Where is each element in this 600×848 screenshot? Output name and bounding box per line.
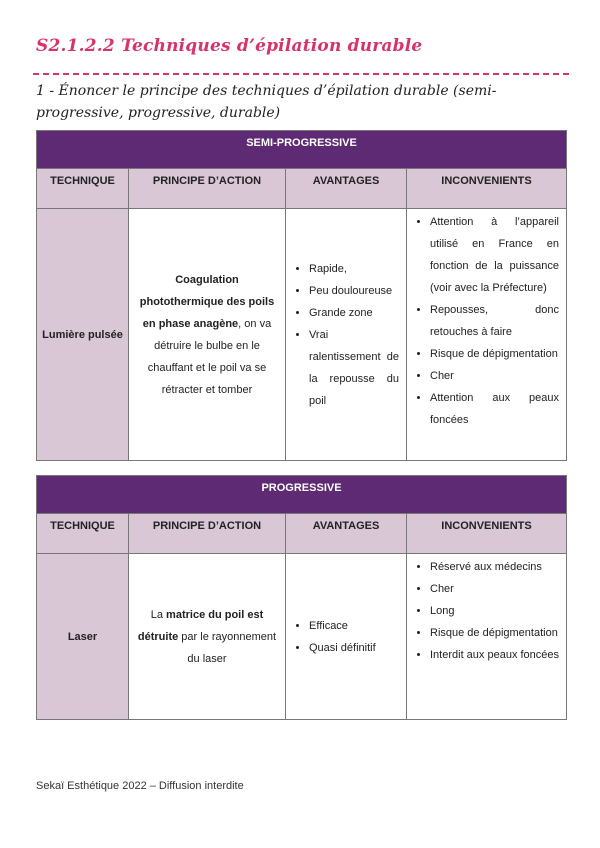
- table-band-title: SEMI-PROGRESSIVE: [37, 131, 567, 169]
- column-header-advantages: AVANTAGES: [286, 169, 407, 209]
- title-divider: [33, 73, 569, 75]
- semi-progressive-table: [36, 130, 567, 461]
- column-header-inconvenients: INCONVENIENTS: [407, 514, 567, 554]
- column-header-advantages: AVANTAGES: [286, 514, 407, 554]
- list-item: • Cher: [430, 365, 559, 387]
- column-header-technique: TECHNIQUE: [37, 169, 129, 209]
- principle-text: , on va détruire le bulbe en le chauffant et le poil va se rétracter et tomber: [147, 317, 272, 396]
- table-band-title: PROGRESSIVE: [37, 476, 567, 514]
- principle-text: La: [150, 608, 167, 621]
- list-item: • Rapide,: [309, 258, 399, 280]
- page-footer: Sekaï Esthétique 2022 – Diffusion interdite: [36, 780, 244, 792]
- advantages-list: [287, 258, 405, 412]
- inconvenients-list: [408, 211, 565, 431]
- question-subtitle: 1 - Énoncer le principe des techniques d’épilation durable (semi-progressive, progressive, durable): [36, 83, 497, 121]
- list-item: • Risque de dépigmentation: [430, 622, 559, 644]
- list-item: • Attention aux peaux foncées: [430, 387, 559, 431]
- section-title: S2.1.2.2 Techniques d’épilation durable: [36, 36, 423, 56]
- inconvenients-cell: [407, 554, 567, 720]
- list-item: • Cher: [430, 578, 559, 600]
- list-item: • Interdit aux peaux foncées: [430, 644, 559, 666]
- list-item: • Peu douloureuse: [309, 280, 399, 302]
- principle-text: par le rayonnement du laser: [178, 630, 277, 665]
- inconvenients-list: [408, 556, 565, 666]
- advantages-cell: [286, 209, 407, 461]
- principle-bold-text: matrice du poil est détruite: [137, 608, 264, 643]
- list-item: • Long: [430, 600, 559, 622]
- table-row: [37, 209, 567, 461]
- list-item: • Quasi définitif: [309, 637, 399, 659]
- column-header-technique: TECHNIQUE: [37, 514, 129, 554]
- list-item: • Risque de dépigmentation: [430, 343, 559, 365]
- advantages-list: [287, 615, 405, 659]
- table-row: [37, 554, 567, 720]
- list-item: • Réservé aux médecins: [430, 556, 559, 578]
- column-header-inconvenients: INCONVENIENTS: [407, 169, 567, 209]
- progressive-table: [36, 475, 567, 720]
- principle-cell: [129, 554, 286, 720]
- list-item: • Repousses, donc retouches à faire: [430, 299, 559, 343]
- technique-name: Laser: [67, 630, 98, 643]
- column-header-principle: PRINCIPE D’ACTION: [129, 514, 286, 554]
- advantages-cell: [286, 554, 407, 720]
- list-item: • Grande zone: [309, 302, 399, 324]
- list-item: • Attention à l’appareil utilisé en France en fonction de la puissance (voir avec la Préfecture): [430, 211, 559, 299]
- technique-name: Lumière pulsée: [42, 328, 123, 341]
- list-item: • Vrai ralentissement de la repousse du poil: [309, 324, 399, 412]
- list-item: • Efficace: [309, 615, 399, 637]
- inconvenients-cell: [407, 209, 567, 461]
- technique-cell: [37, 554, 129, 720]
- principle-bold-text: Coagulation photothermique des poils en phase anagène: [139, 273, 275, 330]
- technique-cell: [37, 209, 129, 461]
- column-header-principle: PRINCIPE D’ACTION: [129, 169, 286, 209]
- principle-cell: [129, 209, 286, 461]
